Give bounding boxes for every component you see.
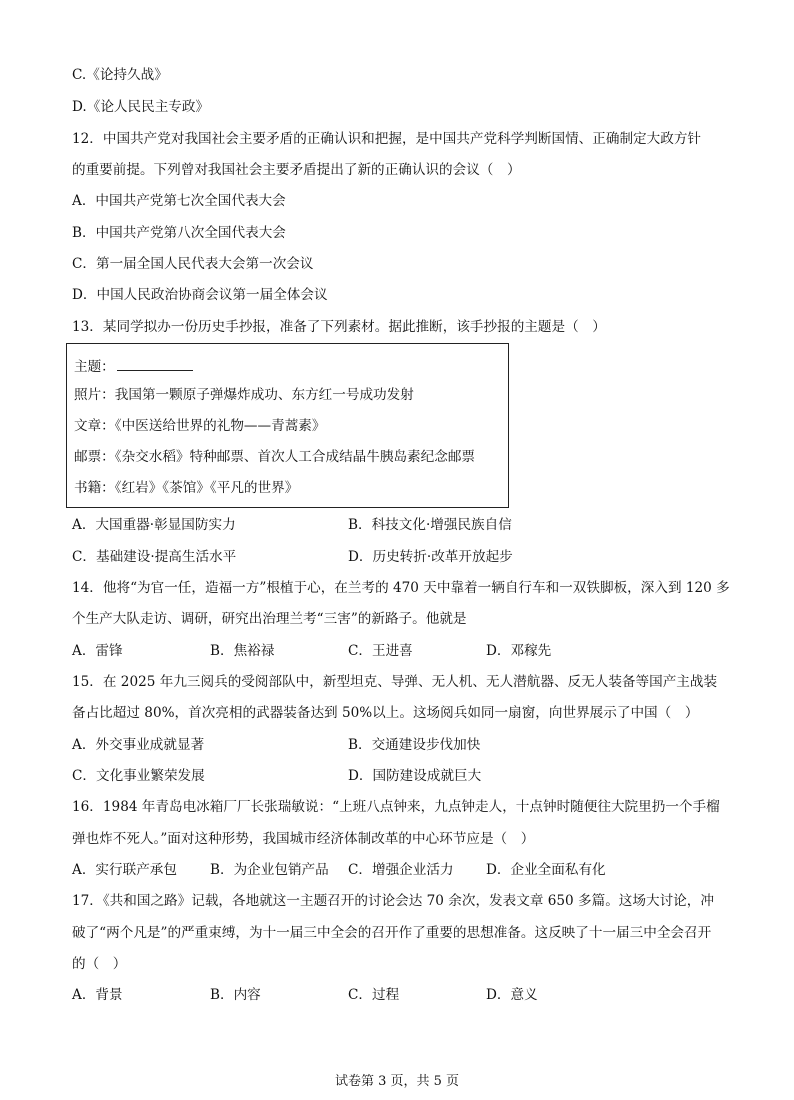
q17-option-c: C．过程 (348, 987, 400, 1003)
q11-option-d: D.《论人民民主专政》 (72, 99, 210, 115)
q12-option-d: D．中国人民政治协商会议第一届全体会议 (72, 287, 328, 303)
q13-theme-blank (117, 356, 193, 371)
q16-option-b: B．为企业包销产品 (210, 862, 329, 878)
q13-theme-label: 主题： (74, 359, 115, 375)
q15-option-c: C．文化事业繁荣发展 (72, 768, 205, 784)
q13-photo: 照片：我国第一颗原子弹爆炸成功、东方红一号成功发射 (74, 387, 414, 403)
q14-option-c: C．王进喜 (348, 643, 413, 659)
q17-option-d: D．意义 (486, 987, 538, 1003)
q12-option-b: B．中国共产党第八次全国代表大会 (72, 225, 286, 241)
q14-option-a: A．雷锋 (72, 643, 123, 659)
q16-option-d: D．企业全面私有化 (486, 862, 606, 878)
q16-option-c: C．增强企业活力 (348, 862, 454, 878)
q13-stem: 13．某同学拟办一份历史手抄报，准备了下列素材。据此推断，该手抄报的主题是（ ） (72, 319, 606, 335)
q15-option-d: D．国防建设成就巨大 (348, 768, 482, 784)
q15-option-a: A．外交事业成就显著 (72, 737, 205, 753)
q13-material-box (66, 343, 509, 508)
q13-article: 文章：《中医送给世界的礼物——青蒿素》 (74, 418, 326, 434)
q14-stem-line2: 个生产大队走访、调研，研究出治理兰考“三害”的新路子。他就是 (72, 611, 467, 627)
q17-option-a: A．背景 (72, 987, 123, 1003)
q13-books: 书籍：《红岩》《茶馆》《平凡的世界》 (74, 480, 299, 496)
q17-stem-line3: 的（ ） (72, 956, 127, 972)
q14-option-b: B．焦裕禄 (210, 643, 275, 659)
q17-option-b: B．内容 (210, 987, 261, 1003)
q17-stem-line1: 17．《共和国之路》记载，各地就这一主题召开的讨论会达 70 余次，发表文章 650 多篇。这场大讨论，冲 (72, 893, 714, 909)
q17-stem-line2: 破了“两个凡是”的严重束缚，为十一届三中全会的召开作了重要的思想准备。这反映了十一届三中全会召开 (72, 925, 712, 941)
q15-stem-line1: 15．在 2025 年九三阅兵的受阅部队中，新型坦克、导弹、无人机、无人潜航器、反无人装备等国产主战装 (72, 674, 718, 690)
q13-stamp: 邮票：《杂交水稻》特种邮票、首次人工合成结晶牛胰岛素纪念邮票 (74, 449, 476, 465)
q16-option-a: A．实行联产承包 (72, 862, 177, 878)
q13-option-b: B．科技文化·增强民族自信 (348, 517, 512, 533)
q13-option-d: D．历史转折·改革开放起步 (348, 549, 513, 565)
q16-stem-line2: 弹也炸不死人。”面对这种形势，我国城市经济体制改革的中心环节应是（ ） (72, 831, 535, 847)
q14-stem-line1: 14．他将“为官一任，造福一方”根植于心，在兰考的 470 天中靠着一辆自行车和一双铁脚板，深入到 120 多 (72, 580, 730, 596)
q15-option-b: B．交通建设步伐加快 (348, 737, 481, 753)
q12-stem-line1: 12．中国共产党对我国社会主要矛盾的正确认识和把握，是中国共产党科学判断国情、正确制定大政方针 (72, 131, 702, 147)
q13-theme-line (74, 356, 193, 376)
q14-option-d: D．邓稼先 (486, 643, 552, 659)
q12-option-a: A．中国共产党第七次全国代表大会 (72, 193, 286, 209)
q15-stem-line2: 备占比超过 80%，首次亮相的武器装备达到 50%以上。这场阅兵如同一扇窗，向世界展示了中国（ ） (72, 705, 699, 721)
q12-stem-line2: 的重要前提。下列曾对我国社会主要矛盾提出了新的正确认识的会议（ ） (72, 162, 521, 178)
q11-option-c: C.《论持久战》 (72, 67, 168, 83)
page-footer: 试卷第 3 页，共 5 页 (334, 1074, 460, 1089)
q13-option-c: C．基础建设·提高生活水平 (72, 549, 237, 565)
q13-option-a: A．大国重器·彰显国防实力 (72, 517, 236, 533)
q12-option-c: C．第一届全国人民代表大会第一次会议 (72, 256, 314, 272)
q16-stem-line1: 16．1984 年青岛电冰箱厂厂长张瑞敏说：“上班八点钟来，九点钟走人，十点钟时随便往大院里扔一个手榴 (72, 799, 720, 815)
